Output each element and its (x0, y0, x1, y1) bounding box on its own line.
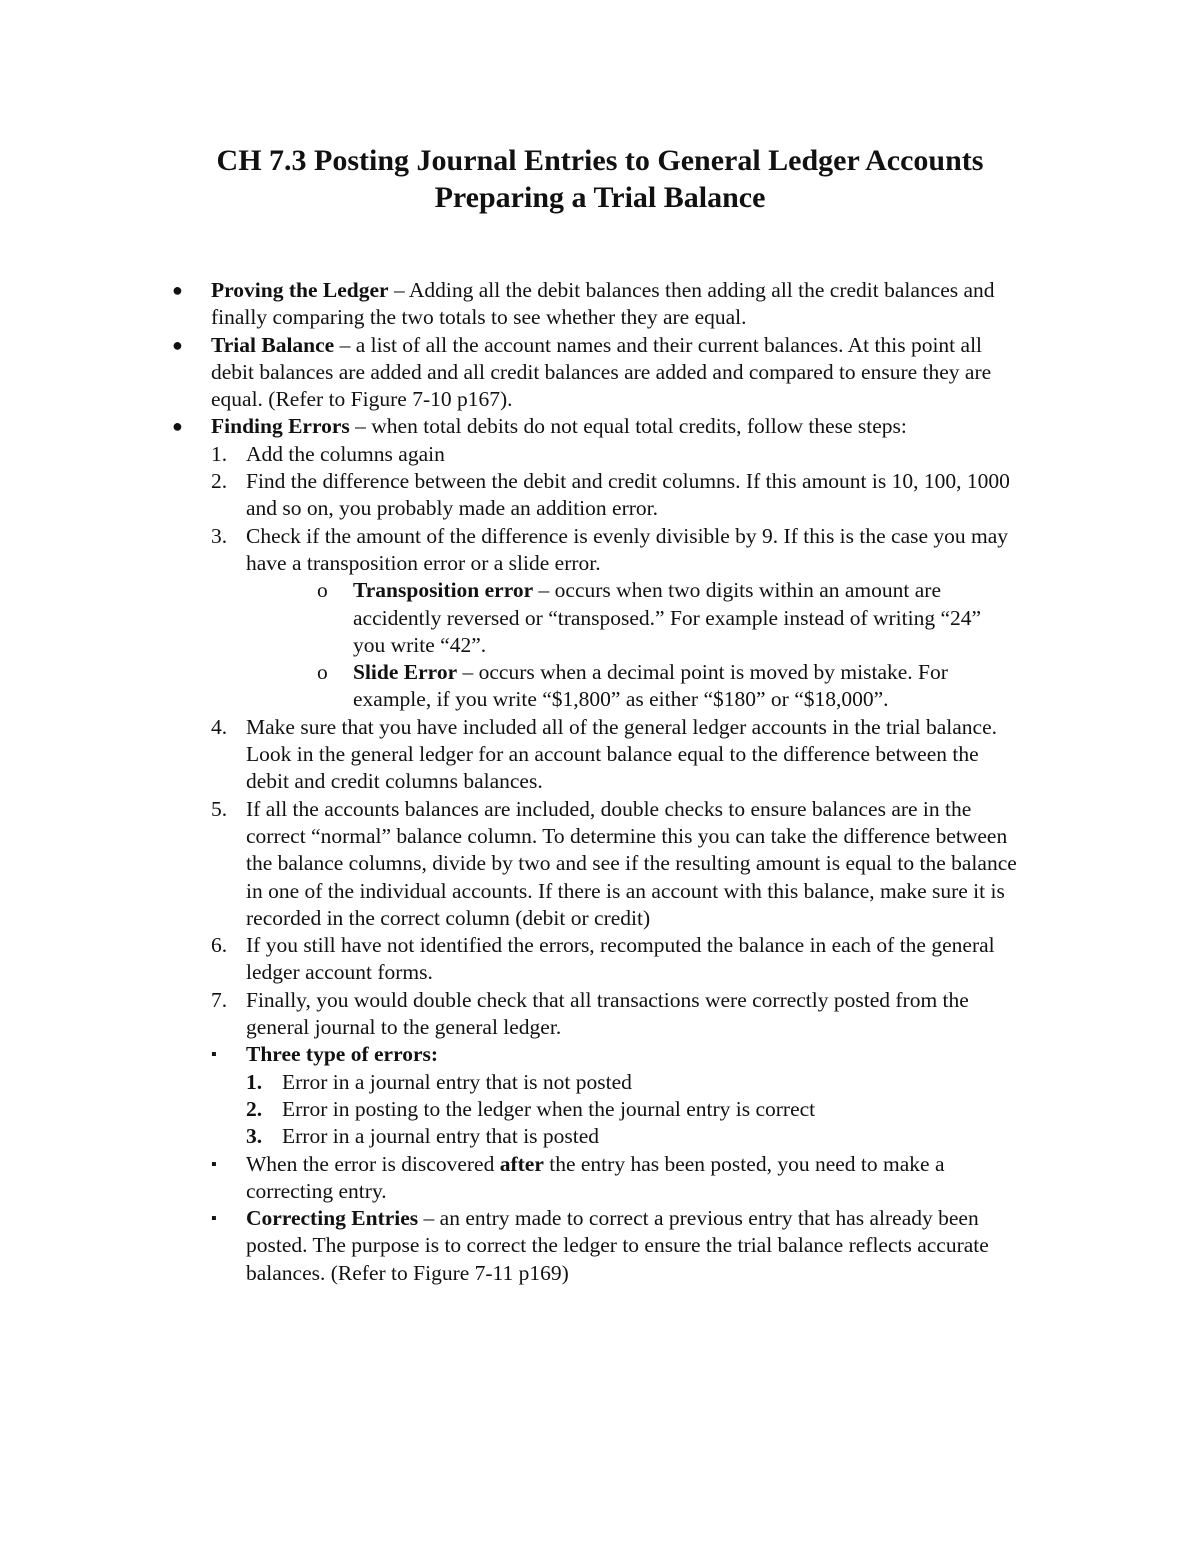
list-item-three-errors (0, 1041, 1026, 1068)
step-text: Check if the amount of the difference is evenly divisible by 9. If this is the case you may have a transposition error or a slide error. (246, 523, 1009, 575)
definition: – a list of all the account names and their current balances. At this point all debit balances are added and all credit balances are added and compared to ensure they are equal. (Refer to Figure 7-10 p167). (211, 332, 992, 412)
term: Transposition error (353, 578, 534, 603)
error-number: 1. (246, 1069, 263, 1094)
step-item (0, 932, 1026, 987)
definition: – occurs when two digits within an amount are accidently reversed or “transposed.” For example instead of writing “24” you write “42”. (353, 578, 982, 657)
text-pre: When the error is discovered (246, 1151, 500, 1176)
step-text: Find the difference between the debit and credit columns. If this amount is 10, 100, 1000 and so on, you probably made an addition error. (246, 469, 1010, 521)
definition: – Adding all the debit balances then adding all the credit balances and finally comparing the two totals to see whether they are equal. (211, 278, 995, 330)
list-item-correcting-entries (0, 1205, 1026, 1287)
term: Proving the Ledger (211, 278, 389, 302)
definition: – when total debits do not equal total credits, follow these steps: (349, 414, 907, 439)
error-type-item (0, 1096, 1062, 1123)
error-type-item (0, 1123, 1062, 1150)
step-item (0, 796, 1026, 932)
bullet-icon: ● (172, 334, 183, 355)
step-number: 3. (211, 523, 228, 548)
step-item (0, 441, 1026, 468)
error-number: 2. (246, 1096, 263, 1121)
square-bullet-icon: ▪ (211, 1210, 217, 1228)
step-text: If all the accounts balances are included, double checks to ensure balances are in the correct “normal” balance column. To determine this you can take the difference between the balance columns, divide by two and see if the resulting amount is equal to the balance in one of the individual accounts. If there is an account with this balance, make sure it is recorded in the correct column (debit or credit) (246, 796, 1017, 930)
term: Slide Error (353, 660, 458, 685)
list-item-trial-balance (0, 332, 1021, 414)
page-title: CH 7.3 Posting Journal Entries to General Ledger Accounts (216, 144, 984, 177)
bullet-icon: ● (172, 280, 183, 300)
definition: – an entry made to correct a previous entry that has already been posted. The purpose is to correct the ledger to ensure the trial balance reflects accurate balances. (Refer to Figure 7-11 p169) (246, 1206, 989, 1285)
step-item (0, 714, 1026, 796)
error-text: Error in posting to the ledger when the journal entry is correct (282, 1096, 816, 1121)
definition: – occurs when a decimal point is moved by mistake. For example, if you write “$1,800” as either “$180” or “$18,000”. (353, 660, 948, 712)
error-number: 3. (246, 1124, 263, 1149)
step-text: Finally, you would double check that all transactions were correctly posted from the general journal to the general ledger. (246, 987, 969, 1040)
error-text: Error in a journal entry that is not posted (282, 1069, 632, 1094)
term: Correcting Entries (246, 1206, 419, 1231)
section-heading: Three type of errors: (246, 1042, 439, 1067)
step-number: 7. (211, 987, 228, 1012)
step-item (0, 523, 1026, 578)
error-text: Error in a journal entry that is posted (282, 1124, 600, 1149)
square-bullet-icon: ▪ (211, 1155, 217, 1173)
page-subtitle: Preparing a Trial Balance (434, 181, 766, 214)
text-post: the entry has been posted, you need to make a correcting entry. (246, 1151, 945, 1203)
circle-bullet-icon: o (317, 578, 328, 603)
circle-bullet-icon: o (317, 660, 328, 685)
sub-item-slide-error (0, 659, 1003, 714)
step-text: Add the columns again (246, 441, 445, 466)
term: Finding Errors (211, 414, 350, 439)
square-bullet-icon: ▪ (211, 1046, 217, 1064)
step-number: 1. (211, 441, 228, 466)
step-number: 2. (211, 469, 228, 494)
step-item (0, 468, 1026, 523)
bullet-icon: ● (172, 416, 183, 437)
step-text: If you still have not identified the errors, recomputed the balance in each of the general ledger account forms. (246, 933, 995, 985)
list-item-proving-ledger (0, 277, 1021, 332)
term: Trial Balance (211, 332, 335, 357)
list-item-finding-errors (0, 413, 1021, 440)
document-body (0, 277, 1200, 1287)
step-item (0, 987, 1026, 1042)
step-number: 5. (211, 796, 228, 821)
error-type-item (0, 1069, 1062, 1096)
sub-item-transposition-error (0, 577, 1003, 659)
step-number: 4. (211, 714, 228, 739)
emphasis: after (499, 1151, 544, 1176)
list-item-error-discovered (0, 1151, 1026, 1206)
step-text: Make sure that you have included all of the general ledger accounts in the trial balance. Look in the general ledger for an account balance equal to the difference between the debit and credit columns balances. (246, 714, 997, 794)
step-number: 6. (211, 933, 228, 958)
